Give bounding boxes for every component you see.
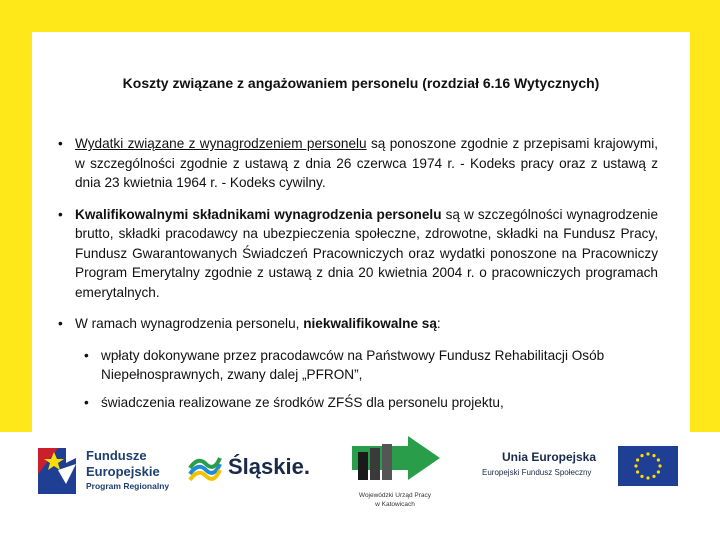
bullet-marker: • xyxy=(58,316,63,331)
bullet-marker: • xyxy=(58,206,63,222)
sub-bullet-text: świadczenia realizowane ze środków ZFŚS dla personelu projektu, xyxy=(101,394,504,410)
bullet-marker: • xyxy=(58,136,63,151)
eu-star-icon xyxy=(640,475,643,478)
unia-europejska-logo xyxy=(478,446,688,498)
eu-star-icon xyxy=(652,454,655,457)
eu-star-icon xyxy=(652,475,655,478)
fe-emblem-icon xyxy=(36,444,80,498)
bullet-emphasis: Kwalifikowalnymi składnikami wynagrodzenia personelu xyxy=(75,206,442,222)
eu-star-icon xyxy=(634,464,637,467)
fe-line1: Fundusze xyxy=(86,448,147,463)
wup-arrow-icon xyxy=(348,436,442,486)
ue-line2: Europejski Fundusz Społeczny xyxy=(482,468,592,477)
slaskie-logo xyxy=(188,448,318,492)
eu-star-icon xyxy=(646,476,649,479)
fe-line2: Europejskie xyxy=(86,464,160,479)
wup-line1: Wojewódzki Urząd Pracy xyxy=(358,492,432,499)
slaskie-text: Śląskie. xyxy=(228,454,310,479)
bullet-text: są ponoszone zgodnie z przepisami krajowymi, w szczególności zgodnie z ustawą z dnia 26 czerwca 1974 r. - Kodeks pracy oraz z ustawą z dnia 23 kwietnia 1964 r. - Kodeks cywilny. xyxy=(75,136,658,190)
slide-title: Koszty związane z angażowaniem personelu (rozdział 6.16 Wytycznych) xyxy=(122,75,600,91)
bullet-emphasis: Wydatki związane z wynagrodzeniem personelu xyxy=(75,136,367,151)
sub-bullet-item xyxy=(58,393,658,413)
fe-line3: Program Regionalny xyxy=(86,481,170,491)
eu-flag-icon xyxy=(618,446,678,486)
bullet-text: W ramach wynagrodzenia personelu, xyxy=(75,316,304,331)
bullet-text: są w szczególności wynagrodzenie brutto, składki pracodawcy na ubezpieczenia społeczne, zdrowotne, składki na Fundusz Pracy, Fundusz Gwarantowanych Świadczeń Pracowniczych oraz wydatki ponoszone na Pracowniczy Program Emerytalny zgodnie z ustawą z dnia 20 kwietnia 2004 r. o pracowniczych programach emerytalnych. xyxy=(75,206,659,300)
eu-star-icon xyxy=(657,470,660,473)
eu-star-icon xyxy=(636,470,639,473)
wup-logo xyxy=(340,436,450,518)
slide-content xyxy=(32,32,690,432)
slide-body xyxy=(58,134,658,420)
wup-line2: w Katowicach xyxy=(375,501,415,508)
eu-star-icon xyxy=(658,464,661,467)
logo-bar xyxy=(0,432,720,540)
bullet-marker: • xyxy=(84,347,89,363)
sub-bullet-item xyxy=(58,346,658,385)
bullet-marker: • xyxy=(84,394,89,410)
eu-star-icon xyxy=(646,452,649,455)
bullet-emphasis: niekwalifikowalne są xyxy=(303,316,437,331)
bullet-item xyxy=(58,314,658,334)
eu-star-icon xyxy=(636,458,639,461)
eu-star-icon xyxy=(640,454,643,457)
bullet-item xyxy=(58,205,658,303)
slaskie-waves-icon xyxy=(188,452,222,486)
bullet-item xyxy=(58,134,658,193)
bullet-text: : xyxy=(436,316,441,331)
fundusze-europejskie-logo xyxy=(36,444,176,500)
sub-bullet-text: wpłaty dokonywane przez pracodawców na Państwowy Fundusz Rehabilitacji Osób Niepełnosprawnych, zwany dalej „PFRON”, xyxy=(101,347,605,382)
eu-star-icon xyxy=(657,458,660,461)
ue-line1: Unia Europejska xyxy=(502,450,597,464)
